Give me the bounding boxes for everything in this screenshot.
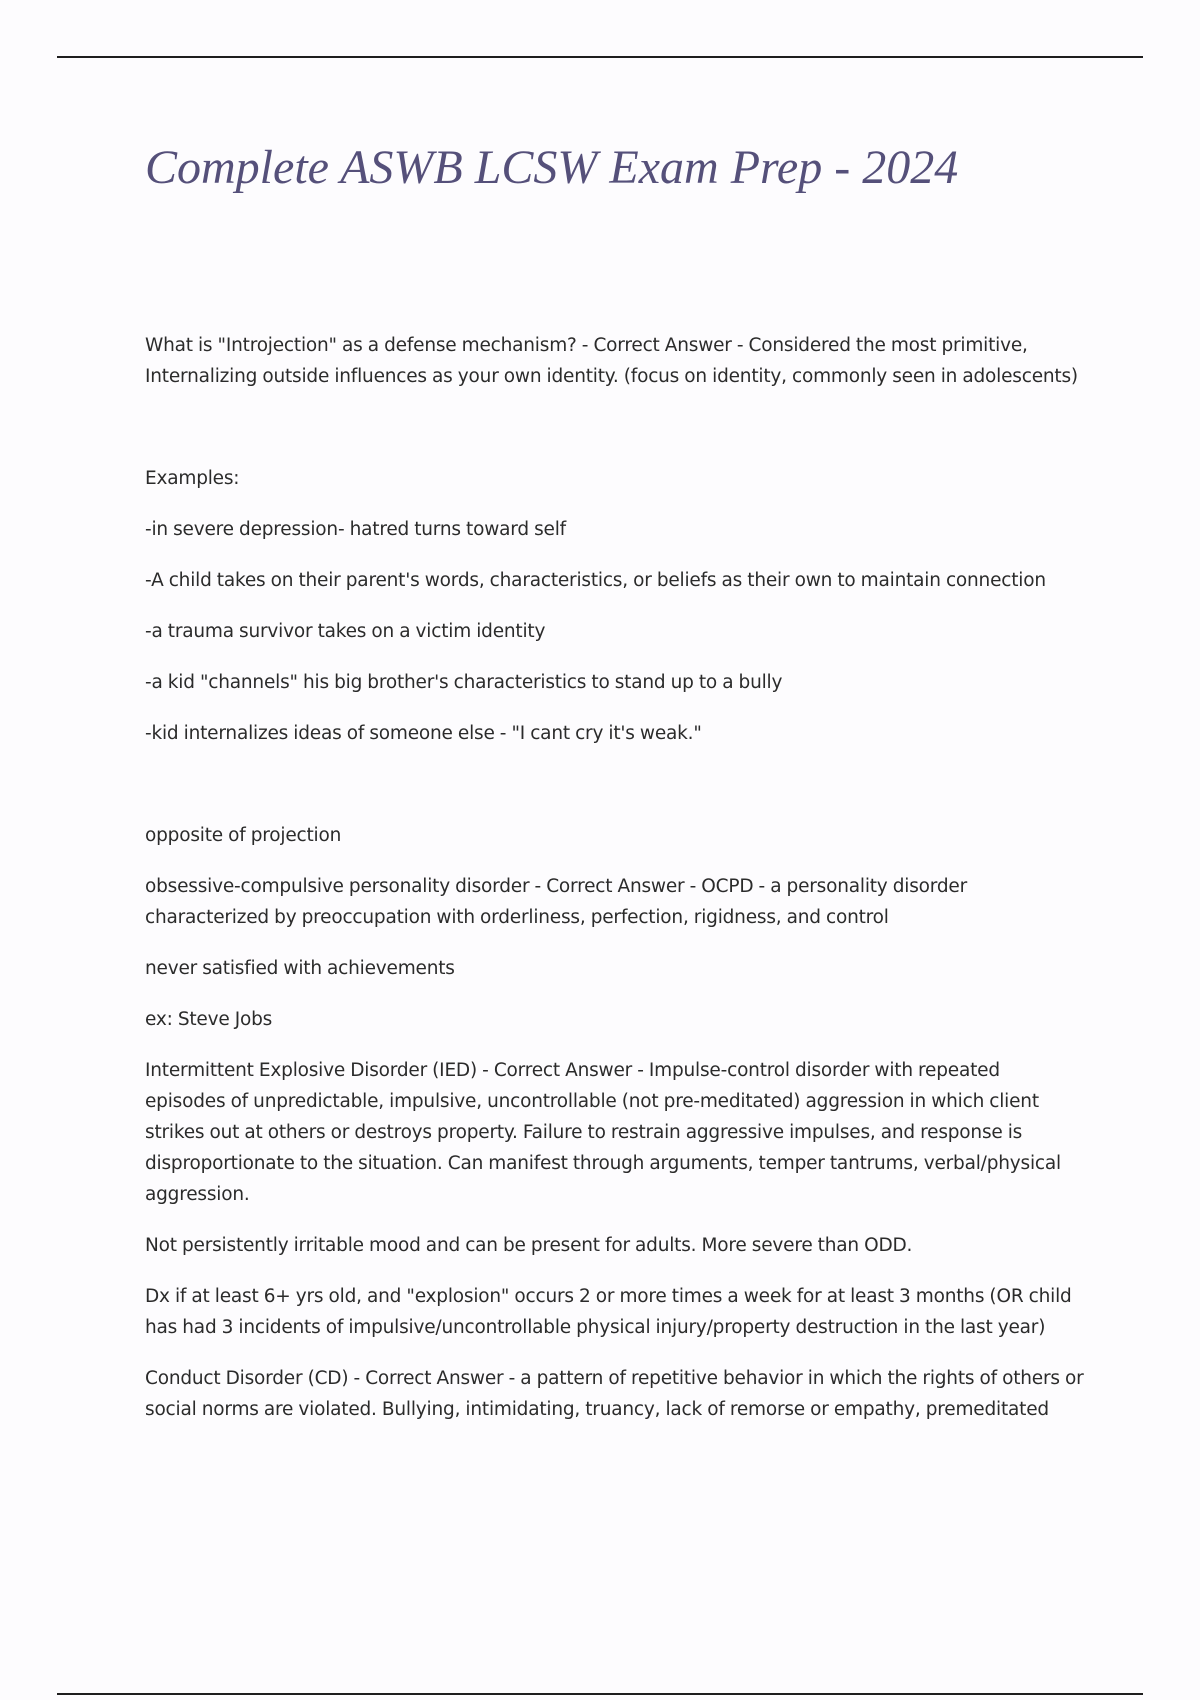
paragraph-example-4: -a kid "channels" his big brother's characteristics to stand up to a bully — [145, 672, 783, 693]
footer-rule — [57, 1693, 1143, 1695]
header-rule — [57, 56, 1143, 58]
paragraph-example-1: -in severe depression- hatred turns toward self — [145, 519, 566, 540]
document-body — [145, 330, 1085, 1445]
paragraph-ocpd: obsessive-compulsive personality disorder - Correct Answer - OCPD - a personality disorder characterized by preoccupation with orderliness, perfection, rigidness, and control — [145, 876, 967, 928]
paragraph-ied: Intermittent Explosive Disorder (IED) - Correct Answer - Impulse-control disorder with repeated episodes of unpredictable, impulsive, uncontrollable (not pre-meditated) aggression in which client strikes out at others or destroys property. Failure to restrain aggressive impulses, and response is disproportionate to the situation. Can manifest through arguments, temper tantrums, verbal/physical aggression. — [145, 1060, 1061, 1205]
paragraph-conduct-disorder: Conduct Disorder (CD) - Correct Answer - a pattern of repetitive behavior in which the rights of others or social norms are violated. Bullying, intimidating, truancy, lack of remorse or empathy, premeditated — [145, 1368, 1084, 1420]
paragraph-example-3: -a trauma survivor takes on a victim identity — [145, 621, 546, 642]
paragraph-examples-heading: Examples: — [145, 468, 240, 489]
paragraph-ied-note-1: Not persistently irritable mood and can be present for adults. More severe than ODD. — [145, 1235, 913, 1256]
document-title: Complete ASWB LCSW Exam Prep - 2024 — [145, 141, 959, 194]
paragraph-example-2: -A child takes on their parent's words, characteristics, or beliefs as their own to maintain connection — [145, 570, 1046, 591]
paragraph-ied-note-2: Dx if at least 6+ yrs old, and "explosion" occurs 2 or more times a week for at least 3 months (OR child has had 3 incidents of impulsive/uncontrollable physical injury/property destruction in the last year) — [145, 1286, 1072, 1338]
paragraph-introjection: What is "Introjection" as a defense mechanism? - Correct Answer - Considered the most primitive, Internalizing outside influences as your own identity. (focus on identity, commonly seen in adolescents) — [145, 335, 1078, 387]
paragraph-ocpd-note-2: ex: Steve Jobs — [145, 1009, 273, 1030]
paragraph-opposite-projection: opposite of projection — [145, 825, 342, 846]
paragraph-example-5: -kid internalizes ideas of someone else - "I cant cry it's weak." — [145, 723, 702, 744]
paragraph-ocpd-note-1: never satisfied with achievements — [145, 958, 455, 979]
